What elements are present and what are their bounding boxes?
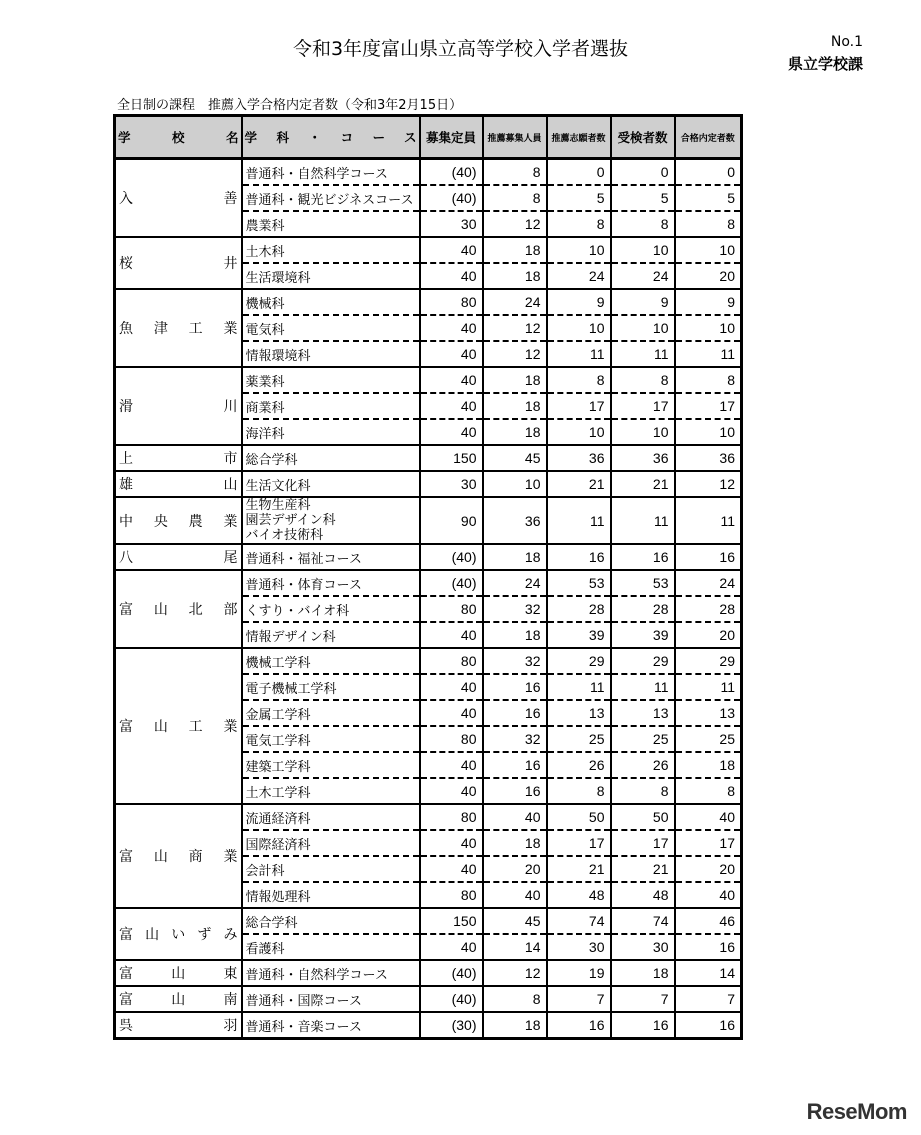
count-cell: 150	[420, 908, 483, 934]
column-header: 受検者数	[611, 116, 675, 159]
count-cell: 40	[420, 315, 483, 341]
count-cell: 29	[547, 648, 611, 674]
course-name: 建築工学科	[242, 752, 420, 778]
course-name: 会計科	[242, 856, 420, 882]
count-cell: 40	[420, 674, 483, 700]
count-cell: 20	[675, 622, 742, 648]
count-cell: 12	[483, 211, 547, 237]
count-cell: 26	[547, 752, 611, 778]
count-cell: 11	[675, 341, 742, 367]
count-cell: 18	[611, 960, 675, 986]
course-name: 農業科	[242, 211, 420, 237]
course-name: 機械工学科	[242, 648, 420, 674]
count-cell: 7	[611, 986, 675, 1012]
course-name: 普通科・国際コース	[242, 986, 420, 1012]
table-row	[115, 804, 742, 830]
count-cell: 32	[483, 648, 547, 674]
count-cell: 29	[611, 648, 675, 674]
count-cell: 17	[611, 393, 675, 419]
school-name-text: 富山いずみ	[119, 927, 238, 943]
count-cell: 30	[420, 471, 483, 497]
school-name	[115, 648, 242, 804]
count-cell: 28	[675, 596, 742, 622]
school-name	[115, 960, 242, 986]
school-name	[115, 445, 242, 471]
table-row	[115, 908, 742, 934]
count-cell: 21	[611, 471, 675, 497]
course-name: 商業科	[242, 393, 420, 419]
course-name: 電気工学科	[242, 726, 420, 752]
table-row	[115, 471, 742, 497]
course-name: 生活文化科	[242, 471, 420, 497]
course-name: 普通科・福祉コース	[242, 544, 420, 570]
count-cell: 11	[547, 497, 611, 544]
count-cell: 50	[611, 804, 675, 830]
school-name	[115, 544, 242, 570]
count-cell: 13	[675, 700, 742, 726]
count-cell: 20	[675, 263, 742, 289]
count-cell: 40	[675, 804, 742, 830]
count-cell: 21	[611, 856, 675, 882]
course-name: 普通科・観光ビジネスコース	[242, 185, 420, 211]
school-name-text: 魚津工業	[119, 321, 238, 337]
table-row	[115, 1012, 742, 1039]
table-row	[115, 289, 742, 315]
count-cell: 20	[675, 856, 742, 882]
count-cell: 11	[675, 674, 742, 700]
school-name	[115, 497, 242, 544]
count-cell: 40	[420, 622, 483, 648]
school-name-text: 富山商業	[119, 849, 238, 865]
count-cell: 5	[547, 185, 611, 211]
count-cell: 40	[420, 263, 483, 289]
count-cell: 10	[547, 237, 611, 263]
count-cell: 10	[483, 471, 547, 497]
count-cell: 25	[611, 726, 675, 752]
column-header-text: 学科・コース	[244, 130, 417, 145]
course-name: 総合学科	[242, 908, 420, 934]
course-name: 金属工学科	[242, 700, 420, 726]
document-number: No.1	[830, 34, 863, 50]
count-cell: 80	[420, 882, 483, 908]
count-cell: 18	[483, 1012, 547, 1039]
count-cell: 30	[611, 934, 675, 960]
school-name	[115, 159, 242, 238]
count-cell: 10	[547, 315, 611, 341]
count-cell: 40	[420, 778, 483, 804]
count-cell: 0	[611, 159, 675, 186]
count-cell: 8	[483, 159, 547, 186]
count-cell: 5	[675, 185, 742, 211]
school-name-text: 富山北部	[119, 602, 238, 618]
count-cell: 21	[547, 471, 611, 497]
count-cell: 9	[675, 289, 742, 315]
count-cell: 28	[547, 596, 611, 622]
column-header: 合格内定者数	[675, 116, 742, 159]
course-name: 機械科	[242, 289, 420, 315]
count-cell: 12	[483, 341, 547, 367]
count-cell: 10	[611, 419, 675, 445]
count-cell: 9	[547, 289, 611, 315]
count-cell: 8	[611, 778, 675, 804]
count-cell: 8	[611, 367, 675, 393]
course-name: 普通科・音楽コース	[242, 1012, 420, 1039]
count-cell: 11	[611, 674, 675, 700]
count-cell: 8	[483, 986, 547, 1012]
count-cell: 18	[483, 237, 547, 263]
table-row	[115, 445, 742, 471]
count-cell: 30	[547, 934, 611, 960]
count-cell: 40	[420, 367, 483, 393]
school-name-text: 富山工業	[119, 719, 238, 735]
course-name: 電気科	[242, 315, 420, 341]
count-cell: 8	[547, 367, 611, 393]
count-cell: 11	[611, 497, 675, 544]
column-header: 募集定員	[420, 116, 483, 159]
count-cell: 17	[611, 830, 675, 856]
count-cell: 46	[675, 908, 742, 934]
school-name-text: 滑川	[119, 399, 238, 415]
count-cell: 18	[483, 263, 547, 289]
course-name: 普通科・自然科学コース	[242, 960, 420, 986]
school-name	[115, 471, 242, 497]
count-cell: 8	[611, 211, 675, 237]
count-cell: 0	[675, 159, 742, 186]
school-name-text: 富山南	[119, 992, 238, 1008]
count-cell: 40	[420, 341, 483, 367]
course-name: 薬業科	[242, 367, 420, 393]
count-cell: (40)	[420, 159, 483, 186]
count-cell: 80	[420, 804, 483, 830]
count-cell: 16	[675, 1012, 742, 1039]
count-cell: 36	[675, 445, 742, 471]
course-name: 電子機械工学科	[242, 674, 420, 700]
count-cell: 17	[547, 830, 611, 856]
count-cell: 9	[611, 289, 675, 315]
count-cell: 74	[547, 908, 611, 934]
count-cell: 40	[420, 700, 483, 726]
count-cell: 24	[483, 289, 547, 315]
count-cell: 45	[483, 445, 547, 471]
course-name: 生物生産科 園芸デザイン科 バイオ技術科	[242, 497, 420, 544]
school-name-text: 呉羽	[119, 1018, 238, 1034]
course-name: 海洋科	[242, 419, 420, 445]
count-cell: 11	[547, 674, 611, 700]
count-cell: 80	[420, 596, 483, 622]
count-cell: 80	[420, 726, 483, 752]
count-cell: 28	[611, 596, 675, 622]
course-name: 土木科	[242, 237, 420, 263]
count-cell: 18	[483, 367, 547, 393]
count-cell: 39	[611, 622, 675, 648]
count-cell: 25	[675, 726, 742, 752]
count-cell: 10	[611, 315, 675, 341]
count-cell: 17	[547, 393, 611, 419]
resemom-logo: ReseMom	[806, 1099, 907, 1124]
count-cell: 40	[420, 830, 483, 856]
count-cell: 11	[547, 341, 611, 367]
count-cell: (30)	[420, 1012, 483, 1039]
course-name: 土木工学科	[242, 778, 420, 804]
admissions-table	[113, 114, 743, 1040]
count-cell: 17	[675, 830, 742, 856]
count-cell: 32	[483, 726, 547, 752]
school-name-text: 桜井	[119, 256, 238, 272]
count-cell: 39	[547, 622, 611, 648]
count-cell: 14	[483, 934, 547, 960]
course-name: 国際経済科	[242, 830, 420, 856]
count-cell: 24	[611, 263, 675, 289]
count-cell: (40)	[420, 185, 483, 211]
count-cell: 16	[611, 1012, 675, 1039]
count-cell: 18	[675, 752, 742, 778]
count-cell: 36	[483, 497, 547, 544]
count-cell: 40	[420, 934, 483, 960]
table-row	[115, 544, 742, 570]
document-title: 令和3年度富山県立高等学校入学者選抜	[292, 38, 629, 60]
school-name-text: 雄山	[119, 477, 238, 493]
department-name: 県立学校課	[787, 55, 863, 73]
count-cell: 80	[420, 648, 483, 674]
table-header-row	[115, 116, 742, 159]
count-cell: 40	[420, 419, 483, 445]
table-row	[115, 237, 742, 263]
course-name: 看護科	[242, 934, 420, 960]
table-row	[115, 159, 742, 186]
count-cell: 16	[483, 778, 547, 804]
count-cell: 16	[547, 544, 611, 570]
count-cell: 8	[547, 778, 611, 804]
course-name: 普通科・自然科学コース	[242, 159, 420, 186]
count-cell: 5	[611, 185, 675, 211]
count-cell: 74	[611, 908, 675, 934]
count-cell: 50	[547, 804, 611, 830]
count-cell: 12	[483, 960, 547, 986]
school-name-text: 中央農業	[119, 513, 238, 530]
column-header: 推薦志願者数	[547, 116, 611, 159]
count-cell: 18	[483, 622, 547, 648]
course-name: 総合学科	[242, 445, 420, 471]
count-cell: 80	[420, 289, 483, 315]
count-cell: 8	[675, 778, 742, 804]
school-name	[115, 570, 242, 648]
course-name: くすり・バイオ科	[242, 596, 420, 622]
count-cell: 40	[483, 882, 547, 908]
school-name-text: 入善	[119, 191, 238, 207]
column-header	[115, 116, 242, 159]
school-name	[115, 1012, 242, 1039]
count-cell: (40)	[420, 986, 483, 1012]
table-row	[115, 648, 742, 674]
count-cell: 8	[675, 367, 742, 393]
count-cell: 30	[420, 211, 483, 237]
count-cell: 13	[547, 700, 611, 726]
table-row	[115, 367, 742, 393]
school-name-text: 上市	[119, 451, 238, 467]
count-cell: 25	[547, 726, 611, 752]
count-cell: 29	[675, 648, 742, 674]
column-header: 推薦募集人員	[483, 116, 547, 159]
count-cell: 8	[675, 211, 742, 237]
school-name	[115, 908, 242, 960]
count-cell: 40	[420, 237, 483, 263]
count-cell: 16	[483, 752, 547, 778]
count-cell: 8	[483, 185, 547, 211]
count-cell: 16	[483, 674, 547, 700]
count-cell: (40)	[420, 544, 483, 570]
count-cell: 45	[483, 908, 547, 934]
count-cell: 18	[483, 830, 547, 856]
course-name: 情報デザイン科	[242, 622, 420, 648]
course-name: 情報処理科	[242, 882, 420, 908]
table-row	[115, 570, 742, 596]
count-cell: 13	[611, 700, 675, 726]
count-cell: 36	[611, 445, 675, 471]
count-cell: 24	[483, 570, 547, 596]
course-name: 流通経済科	[242, 804, 420, 830]
count-cell: 10	[675, 315, 742, 341]
count-cell: 7	[547, 986, 611, 1012]
school-name	[115, 237, 242, 289]
count-cell: 21	[547, 856, 611, 882]
course-name: 情報環境科	[242, 341, 420, 367]
count-cell: 17	[675, 393, 742, 419]
course-name: 普通科・体育コース	[242, 570, 420, 596]
table-row	[115, 497, 742, 544]
table-subtitle: 全日制の課程 推薦入学合格内定者数（令和3年2月15日）	[117, 98, 463, 113]
count-cell: 53	[547, 570, 611, 596]
count-cell: 10	[675, 419, 742, 445]
count-cell: 40	[483, 804, 547, 830]
count-cell: 10	[611, 237, 675, 263]
school-name	[115, 986, 242, 1012]
count-cell: 18	[483, 544, 547, 570]
count-cell: 19	[547, 960, 611, 986]
count-cell: 48	[611, 882, 675, 908]
count-cell: 24	[547, 263, 611, 289]
school-name-text: 八尾	[119, 550, 238, 566]
count-cell: (40)	[420, 570, 483, 596]
count-cell: 150	[420, 445, 483, 471]
count-cell: 11	[611, 341, 675, 367]
count-cell: 48	[547, 882, 611, 908]
count-cell: 18	[483, 393, 547, 419]
count-cell: (40)	[420, 960, 483, 986]
count-cell: 7	[675, 986, 742, 1012]
count-cell: 20	[483, 856, 547, 882]
count-cell: 16	[611, 544, 675, 570]
count-cell: 16	[675, 934, 742, 960]
count-cell: 40	[420, 393, 483, 419]
school-name	[115, 367, 242, 445]
count-cell: 8	[547, 211, 611, 237]
count-cell: 10	[675, 237, 742, 263]
count-cell: 26	[611, 752, 675, 778]
count-cell: 16	[547, 1012, 611, 1039]
count-cell: 10	[547, 419, 611, 445]
count-cell: 32	[483, 596, 547, 622]
count-cell: 40	[675, 882, 742, 908]
course-name: 生活環境科	[242, 263, 420, 289]
column-header	[242, 116, 420, 159]
table-row	[115, 986, 742, 1012]
count-cell: 16	[483, 700, 547, 726]
school-name	[115, 289, 242, 367]
count-cell: 11	[675, 497, 742, 544]
school-name-text: 富山東	[119, 966, 238, 982]
count-cell: 0	[547, 159, 611, 186]
count-cell: 24	[675, 570, 742, 596]
count-cell: 90	[420, 497, 483, 544]
count-cell: 18	[483, 419, 547, 445]
count-cell: 12	[675, 471, 742, 497]
table-row	[115, 960, 742, 986]
count-cell: 53	[611, 570, 675, 596]
count-cell: 36	[547, 445, 611, 471]
count-cell: 40	[420, 856, 483, 882]
count-cell: 40	[420, 752, 483, 778]
count-cell: 16	[675, 544, 742, 570]
count-cell: 14	[675, 960, 742, 986]
school-name	[115, 804, 242, 908]
count-cell: 12	[483, 315, 547, 341]
column-header-text: 学校名	[118, 130, 239, 145]
